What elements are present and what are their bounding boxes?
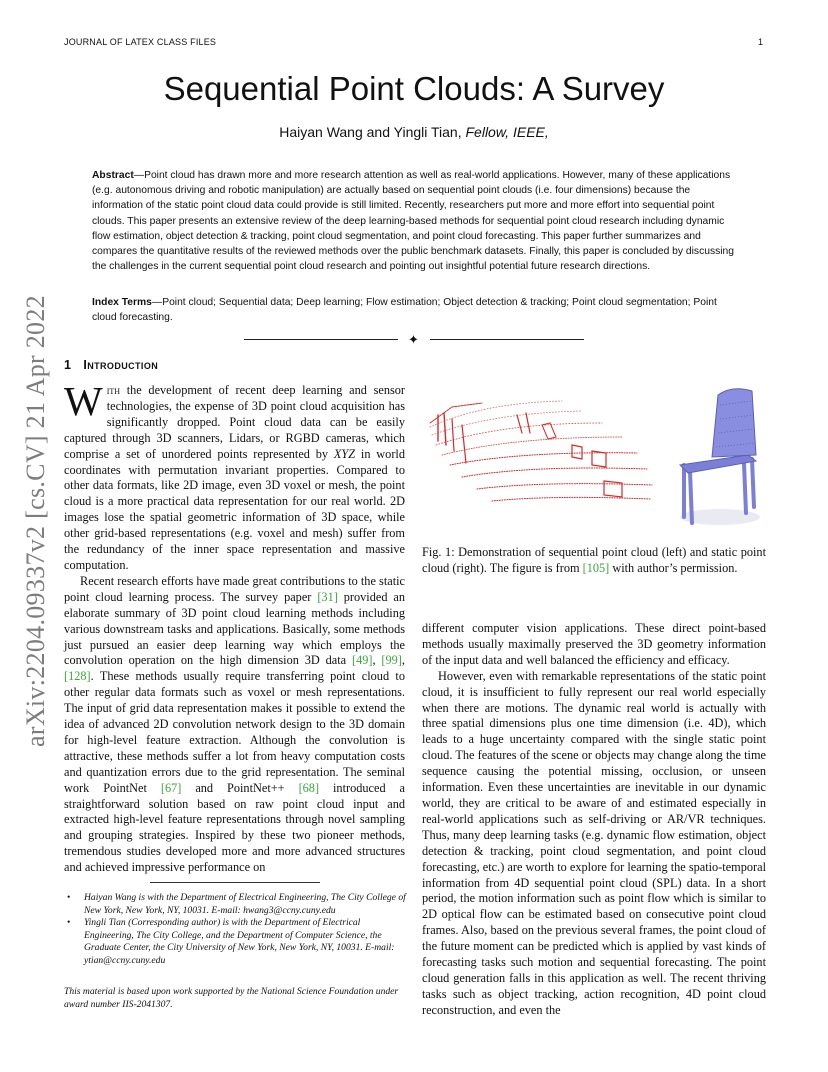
intro-text: introduced a straightforward solution based on raw point cloud input and extracted high-level feature representations through novel sampling and grouping strategies. Inspired by these two pioneer methods, tremendous studies developed more and more advanced structures and achieved impressive performance on	[64, 780, 405, 875]
bullet-icon: •	[67, 917, 71, 929]
citation-link[interactable]: [31]	[317, 589, 338, 604]
divider-diamond-icon: ✦	[408, 332, 419, 347]
section-title: Introduction	[83, 358, 159, 372]
divider-line-right	[430, 339, 584, 340]
intro-left-column	[64, 378, 405, 876]
citation-link[interactable]: [105]	[582, 561, 610, 575]
divider-line-left	[244, 339, 398, 340]
intro-text: Recent research efforts have made great contributions to the static point cloud learning process. The survey paper	[64, 573, 405, 604]
right-paragraph-1: different computer vision applications. These direct point-based methods usually maximally preserved the 3D geometry information of the input data and well balanced the efficiency and efficacy.	[422, 621, 766, 667]
funding-note: This material is based upon work supported by the National Science Foundation under award number IIS-2041307.	[64, 986, 399, 1010]
intro-text: in world coordinates with permutation invariant properties. Compared to other data formats, like 2D image, even 3D voxel or mesh, the point cloud is a more practical data representation for our real world. 2D images lose the spatial geometric information of 3D space, while other grid-based representations (e.g. voxel and mesh) suffer from the redundancy of the inner space representation and massive computation.	[64, 446, 405, 572]
bullet-icon: •	[67, 892, 71, 903]
intro-right-column	[422, 621, 766, 1019]
figure-1-caption	[422, 544, 766, 576]
author-line	[64, 124, 764, 140]
citation-link[interactable]: [99]	[381, 653, 402, 668]
drop-cap: W	[64, 378, 103, 424]
footnote-text: Yingli Tian (Corresponding author) is with the Department of Electrical Engineering, The City College, and the Department of Computer Science, the Graduate Center, the City University of New York, New York, NY, 10031. E-mail: ytian@ccny.cuny.edu	[84, 917, 395, 966]
section-number: 1	[64, 358, 72, 372]
citation-link[interactable]: [128]	[64, 669, 91, 684]
section-divider	[244, 331, 584, 347]
index-terms-text: —Point cloud; Sequential data; Deep learning; Flow estimation; Object detection & tracking; Point cloud segmentation; Point cloud forecasting.	[92, 297, 717, 324]
citation-link[interactable]: [68]	[298, 780, 320, 795]
paper-title: Sequential Point Clouds: A Survey	[163, 70, 665, 107]
right-paragraph-2: However, even with remarkable representations of the static point cloud, it is insufficient to fully represent our real world especially when there are motions. The dynamic real world is actually with three spatial dimensions plus one time dimension (i.e. 4D), which leads to a huge uncertainty compared with the single static point cloud. The features of the scene or objects may change along the time sequence causing the potential missing, occlusion, or unseen information. Even these uncertainties are inevitable in our dynamic world, they are critical to be aware of and estimated especially in real-world applications such as self-driving or AR/VR techniques. Thus, many deep learning tasks (e.g. dynamic flow estimation, object detection & tracking, point cloud segmentation, and point cloud forecasting, etc.) are worth to explore for learning the spatio-temporal information from 4D sequential point cloud (SPL) data. In a short period, the motion information such as point flow which is similar to 2D optical flow can be estimated based on consecutive point cloud frames. Also, based on the previous several frames, the point cloud of the future moment can be predicted which is applied by vast kinds of forecasting tasks such motion and sequential forecasting. The point cloud generation falls in this application as well. The recent thriving tasks such as object tracking, action recognition, 4D point cloud reconstruction, and even the	[422, 668, 766, 1017]
page-number: 1	[758, 37, 764, 47]
intro-text: and PointNet++	[181, 780, 299, 795]
xyz-term: XYZ	[333, 446, 356, 461]
figure-1-image	[422, 385, 766, 535]
caption-text: with author’s permission.	[609, 561, 738, 575]
intro-paragraph-2	[64, 574, 405, 876]
footnote-item	[64, 892, 410, 917]
arxiv-side-stamp	[6, 286, 66, 756]
intro-text: provided an elaborate summary of 3D point cloud learning methods including various downstream tasks and applications. Basically, some methods just pursued an easier deep learning way which employs the convolution operation on the high dimension 3D data	[64, 589, 405, 668]
abstract	[92, 168, 738, 274]
abstract-text: —Point cloud has drawn more and more research attention as well as real-world applications. However, many of these applications (e.g. autonomous driving and robotic manipulation) are actually based on sequential point clouds (i.e. four dimensions) because the information of the static point cloud data could provide is still limited. Recently, researchers put more and more effort into sequential point clouds. This paper presents an extensive review of the deep learning-based methods for sequential point cloud research including dynamic flow estimation, object detection & tracking, point cloud segmentation, and point cloud forecasting. This paper further summarizes and compares the quantitative results of the reviewed methods over the public benchmark datasets. Finally, this paper is concluded by discussing the challenges in the current sequential point cloud research and pointing out insightful potential future research directions.	[92, 170, 734, 273]
arxiv-stamp-text: arXiv:2204.09337v2 [cs.CV] 21 Apr 2022	[21, 295, 51, 747]
intro-paragraph-1	[64, 378, 405, 574]
chair-point-cloud-illustration	[680, 389, 760, 525]
index-terms-label: Index Terms	[92, 297, 152, 308]
author-names: Haiyan Wang and Yingli Tian,	[279, 124, 462, 140]
intro-text: the development of recent deep learning and sensor technologies, the expense of 3D point cloud acquisition has significantly dropped. Point cloud data can be easily captured through 3D scanners, Lidars, or RGBD cameras, which comprise a set of unordered points represented by	[64, 383, 405, 461]
caption-text: Fig. 1: Demonstration of sequential point cloud (left) and static point cloud (right). The figure is from	[422, 545, 766, 575]
lidar-scan-illustration	[430, 401, 652, 501]
author-fellowship: Fellow, IEEE,	[465, 124, 549, 140]
footnote-rule	[150, 882, 320, 883]
intro-text: . These methods usually require transferring point cloud to other regular data formats such as voxel or mesh representations. The input of grid data representation makes it possible to extend the idea of advanced 2D convolution network design to the 3D domain for high-level feature extraction. Although the convolution is attractive, these methods suffer a lot from heavy computation costs and quantization errors due to the grid representation. The seminal work PointNet	[64, 669, 405, 795]
footnotes-list	[64, 892, 410, 968]
citation-link[interactable]: [67]	[160, 780, 182, 795]
index-terms	[92, 295, 738, 325]
section-heading	[64, 358, 158, 372]
intro-text: ,	[401, 653, 405, 668]
citation-link[interactable]: [49]	[351, 653, 373, 668]
abstract-label: Abstract	[92, 170, 134, 181]
footnote-item	[64, 917, 410, 967]
running-head: JOURNAL OF LATEX CLASS FILES	[64, 37, 217, 47]
intro-text: ,	[372, 653, 382, 668]
lead-smallcaps: ith	[106, 384, 121, 397]
footnote-text: Haiyan Wang is with the Department of Electrical Engineering, The City College of New York, New York, NY, 10031. E-mail: hwang3@ccny.cuny.edu	[84, 892, 406, 916]
